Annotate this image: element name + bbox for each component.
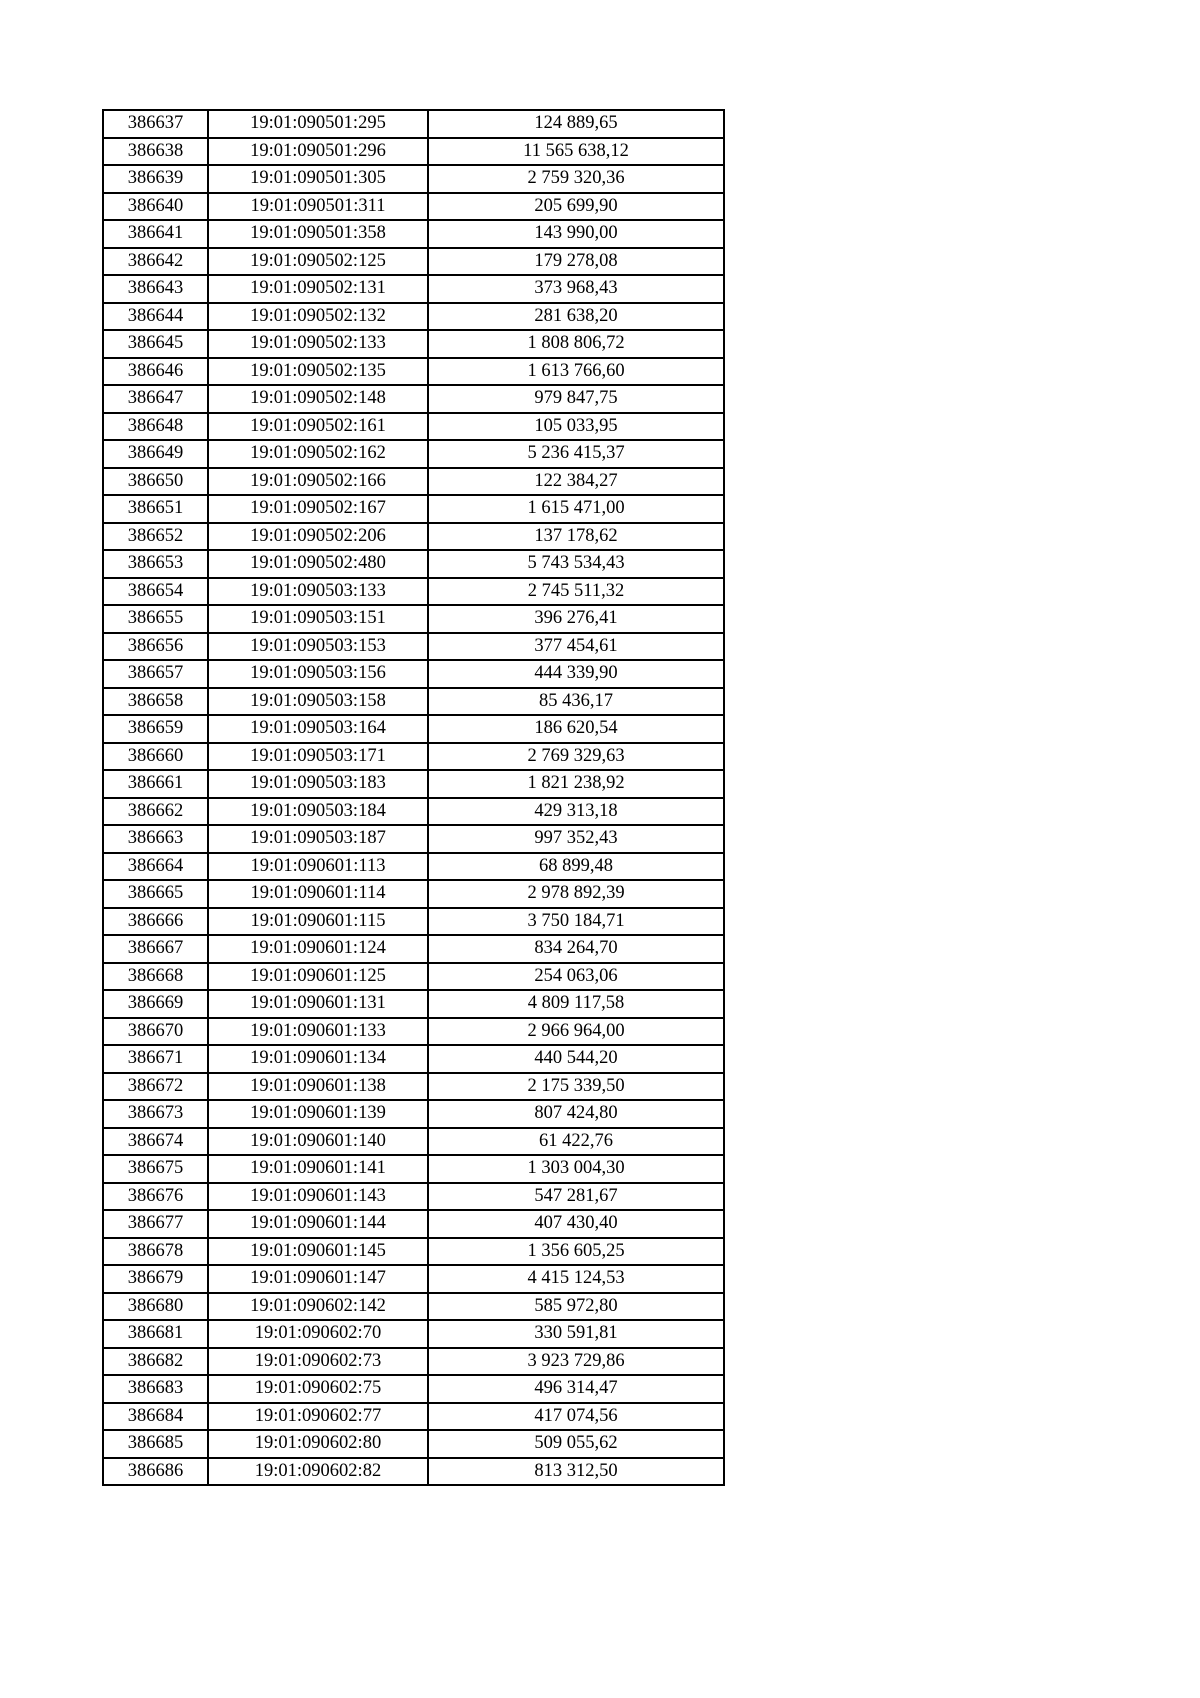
cadastral-value-cell: 997 352,43 <box>428 825 724 853</box>
record-number-cell: 386676 <box>103 1183 208 1211</box>
record-number-cell: 386686 <box>103 1458 208 1486</box>
record-number-cell: 386684 <box>103 1403 208 1431</box>
table-row <box>103 1348 724 1376</box>
cadastral-value-cell: 11 565 638,12 <box>428 138 724 166</box>
record-number-cell: 386644 <box>103 303 208 331</box>
cadastral-value-cell: 2 759 320,36 <box>428 165 724 193</box>
record-number-cell: 386681 <box>103 1320 208 1348</box>
cadastral-number-cell: 19:01:090502:125 <box>208 248 428 276</box>
table-row <box>103 1100 724 1128</box>
cadastral-value-cell: 122 384,27 <box>428 468 724 496</box>
cadastral-value-cell: 137 178,62 <box>428 523 724 551</box>
table-row <box>103 605 724 633</box>
record-number-cell: 386655 <box>103 605 208 633</box>
table-row <box>103 1073 724 1101</box>
cadastral-value-cell: 4 415 124,53 <box>428 1265 724 1293</box>
cadastral-value-table <box>102 109 725 1486</box>
cadastral-value-cell: 496 314,47 <box>428 1375 724 1403</box>
table-row <box>103 660 724 688</box>
cadastral-value-cell: 1 613 766,60 <box>428 358 724 386</box>
cadastral-value-cell: 444 339,90 <box>428 660 724 688</box>
cadastral-number-cell: 19:01:090503:183 <box>208 770 428 798</box>
table-row <box>103 990 724 1018</box>
cadastral-value-cell: 143 990,00 <box>428 220 724 248</box>
table-row <box>103 1045 724 1073</box>
table-row <box>103 1293 724 1321</box>
cadastral-number-cell: 19:01:090601:134 <box>208 1045 428 1073</box>
cadastral-value-cell: 105 033,95 <box>428 413 724 441</box>
cadastral-value-cell: 440 544,20 <box>428 1045 724 1073</box>
cadastral-value-cell: 1 808 806,72 <box>428 330 724 358</box>
cadastral-value-cell: 547 281,67 <box>428 1183 724 1211</box>
table-row <box>103 550 724 578</box>
cadastral-value-cell: 205 699,90 <box>428 193 724 221</box>
table-row <box>103 385 724 413</box>
record-number-cell: 386639 <box>103 165 208 193</box>
record-number-cell: 386653 <box>103 550 208 578</box>
table-row <box>103 798 724 826</box>
record-number-cell: 386643 <box>103 275 208 303</box>
cadastral-number-cell: 19:01:090602:75 <box>208 1375 428 1403</box>
cadastral-value-cell: 2 745 511,32 <box>428 578 724 606</box>
cadastral-value-cell: 2 769 329,63 <box>428 743 724 771</box>
cadastral-number-cell: 19:01:090502:132 <box>208 303 428 331</box>
record-number-cell: 386647 <box>103 385 208 413</box>
cadastral-value-cell: 281 638,20 <box>428 303 724 331</box>
table-row <box>103 468 724 496</box>
cadastral-number-cell: 19:01:090601:115 <box>208 908 428 936</box>
record-number-cell: 386646 <box>103 358 208 386</box>
cadastral-value-cell: 1 303 004,30 <box>428 1155 724 1183</box>
record-number-cell: 386657 <box>103 660 208 688</box>
cadastral-value-cell: 979 847,75 <box>428 385 724 413</box>
cadastral-number-cell: 19:01:090502:162 <box>208 440 428 468</box>
table-row <box>103 935 724 963</box>
record-number-cell: 386640 <box>103 193 208 221</box>
record-number-cell: 386665 <box>103 880 208 908</box>
record-number-cell: 386669 <box>103 990 208 1018</box>
record-number-cell: 386663 <box>103 825 208 853</box>
cadastral-number-cell: 19:01:090601:141 <box>208 1155 428 1183</box>
table-row <box>103 963 724 991</box>
cadastral-value-cell: 509 055,62 <box>428 1430 724 1458</box>
table-row <box>103 578 724 606</box>
cadastral-value-cell: 61 422,76 <box>428 1128 724 1156</box>
cadastral-number-cell: 19:01:090601:125 <box>208 963 428 991</box>
record-number-cell: 386667 <box>103 935 208 963</box>
table-row <box>103 275 724 303</box>
cadastral-value-cell: 1 821 238,92 <box>428 770 724 798</box>
record-number-cell: 386662 <box>103 798 208 826</box>
record-number-cell: 386649 <box>103 440 208 468</box>
table-row <box>103 330 724 358</box>
cadastral-value-cell: 68 899,48 <box>428 853 724 881</box>
table-row <box>103 770 724 798</box>
record-number-cell: 386683 <box>103 1375 208 1403</box>
cadastral-value-cell: 254 063,06 <box>428 963 724 991</box>
cadastral-number-cell: 19:01:090601:133 <box>208 1018 428 1046</box>
cadastral-value-cell: 396 276,41 <box>428 605 724 633</box>
cadastral-number-cell: 19:01:090601:138 <box>208 1073 428 1101</box>
table-row <box>103 110 724 138</box>
cadastral-number-cell: 19:01:090501:305 <box>208 165 428 193</box>
record-number-cell: 386677 <box>103 1210 208 1238</box>
cadastral-value-cell: 5 743 534,43 <box>428 550 724 578</box>
record-number-cell: 386673 <box>103 1100 208 1128</box>
record-number-cell: 386660 <box>103 743 208 771</box>
cadastral-number-cell: 19:01:090502:148 <box>208 385 428 413</box>
cadastral-number-cell: 19:01:090601:143 <box>208 1183 428 1211</box>
cadastral-number-cell: 19:01:090502:166 <box>208 468 428 496</box>
table-row <box>103 853 724 881</box>
cadastral-number-cell: 19:01:090503:171 <box>208 743 428 771</box>
table-row <box>103 825 724 853</box>
record-number-cell: 386670 <box>103 1018 208 1046</box>
cadastral-value-cell: 429 313,18 <box>428 798 724 826</box>
cadastral-number-cell: 19:01:090503:187 <box>208 825 428 853</box>
table-row <box>103 413 724 441</box>
record-number-cell: 386658 <box>103 688 208 716</box>
cadastral-value-cell: 377 454,61 <box>428 633 724 661</box>
cadastral-number-cell: 19:01:090501:296 <box>208 138 428 166</box>
cadastral-value-cell: 1 615 471,00 <box>428 495 724 523</box>
cadastral-number-cell: 19:01:090502:161 <box>208 413 428 441</box>
cadastral-number-cell: 19:01:090602:70 <box>208 1320 428 1348</box>
cadastral-number-cell: 19:01:090601:140 <box>208 1128 428 1156</box>
cadastral-value-cell: 186 620,54 <box>428 715 724 743</box>
record-number-cell: 386674 <box>103 1128 208 1156</box>
table-row <box>103 165 724 193</box>
cadastral-number-cell: 19:01:090501:295 <box>208 110 428 138</box>
cadastral-number-cell: 19:01:090601:113 <box>208 853 428 881</box>
cadastral-number-cell: 19:01:090601:144 <box>208 1210 428 1238</box>
cadastral-number-cell: 19:01:090602:73 <box>208 1348 428 1376</box>
record-number-cell: 386651 <box>103 495 208 523</box>
record-number-cell: 386685 <box>103 1430 208 1458</box>
cadastral-number-cell: 19:01:090601:147 <box>208 1265 428 1293</box>
record-number-cell: 386678 <box>103 1238 208 1266</box>
record-number-cell: 386652 <box>103 523 208 551</box>
cadastral-number-cell: 19:01:090503:133 <box>208 578 428 606</box>
cadastral-value-cell: 417 074,56 <box>428 1403 724 1431</box>
cadastral-number-cell: 19:01:090502:133 <box>208 330 428 358</box>
table-row <box>103 743 724 771</box>
cadastral-number-cell: 19:01:090503:158 <box>208 688 428 716</box>
table-row <box>103 908 724 936</box>
cadastral-number-cell: 19:01:090501:311 <box>208 193 428 221</box>
cadastral-number-cell: 19:01:090501:358 <box>208 220 428 248</box>
cadastral-value-cell: 813 312,50 <box>428 1458 724 1486</box>
table-row <box>103 440 724 468</box>
table-row <box>103 220 724 248</box>
table-row <box>103 248 724 276</box>
cadastral-number-cell: 19:01:090502:135 <box>208 358 428 386</box>
cadastral-number-cell: 19:01:090503:156 <box>208 660 428 688</box>
record-number-cell: 386637 <box>103 110 208 138</box>
table-body <box>103 110 724 1485</box>
table-row <box>103 880 724 908</box>
cadastral-value-cell: 1 356 605,25 <box>428 1238 724 1266</box>
record-number-cell: 386659 <box>103 715 208 743</box>
cadastral-value-cell: 124 889,65 <box>428 110 724 138</box>
table-row <box>103 138 724 166</box>
record-number-cell: 386642 <box>103 248 208 276</box>
record-number-cell: 386672 <box>103 1073 208 1101</box>
record-number-cell: 386671 <box>103 1045 208 1073</box>
cadastral-value-cell: 85 436,17 <box>428 688 724 716</box>
table-row <box>103 1155 724 1183</box>
table-row <box>103 1403 724 1431</box>
record-number-cell: 386664 <box>103 853 208 881</box>
cadastral-value-cell: 179 278,08 <box>428 248 724 276</box>
cadastral-number-cell: 19:01:090502:131 <box>208 275 428 303</box>
table-row <box>103 523 724 551</box>
table-row <box>103 1375 724 1403</box>
cadastral-number-cell: 19:01:090602:80 <box>208 1430 428 1458</box>
cadastral-value-cell: 407 430,40 <box>428 1210 724 1238</box>
record-number-cell: 386661 <box>103 770 208 798</box>
cadastral-number-cell: 19:01:090503:151 <box>208 605 428 633</box>
cadastral-value-cell: 330 591,81 <box>428 1320 724 1348</box>
record-number-cell: 386650 <box>103 468 208 496</box>
table-row <box>103 495 724 523</box>
cadastral-value-cell: 807 424,80 <box>428 1100 724 1128</box>
table-row <box>103 633 724 661</box>
cadastral-number-cell: 19:01:090502:167 <box>208 495 428 523</box>
cadastral-value-cell: 5 236 415,37 <box>428 440 724 468</box>
cadastral-number-cell: 19:01:090601:145 <box>208 1238 428 1266</box>
cadastral-value-cell: 4 809 117,58 <box>428 990 724 1018</box>
record-number-cell: 386641 <box>103 220 208 248</box>
record-number-cell: 386668 <box>103 963 208 991</box>
table-row <box>103 715 724 743</box>
cadastral-number-cell: 19:01:090502:206 <box>208 523 428 551</box>
cadastral-value-cell: 3 750 184,71 <box>428 908 724 936</box>
table-row <box>103 1238 724 1266</box>
record-number-cell: 386648 <box>103 413 208 441</box>
cadastral-number-cell: 19:01:090601:114 <box>208 880 428 908</box>
cadastral-number-cell: 19:01:090601:124 <box>208 935 428 963</box>
record-number-cell: 386682 <box>103 1348 208 1376</box>
record-number-cell: 386680 <box>103 1293 208 1321</box>
record-number-cell: 386656 <box>103 633 208 661</box>
table-row <box>103 1458 724 1486</box>
cadastral-number-cell: 19:01:090503:153 <box>208 633 428 661</box>
cadastral-number-cell: 19:01:090503:184 <box>208 798 428 826</box>
record-number-cell: 386666 <box>103 908 208 936</box>
table-row <box>103 1430 724 1458</box>
table-row <box>103 358 724 386</box>
cadastral-number-cell: 19:01:090602:77 <box>208 1403 428 1431</box>
table-row <box>103 1183 724 1211</box>
cadastral-number-cell: 19:01:090602:82 <box>208 1458 428 1486</box>
table-row <box>103 1128 724 1156</box>
record-number-cell: 386675 <box>103 1155 208 1183</box>
cadastral-value-cell: 2 175 339,50 <box>428 1073 724 1101</box>
table-row <box>103 1210 724 1238</box>
table-row <box>103 1265 724 1293</box>
record-number-cell: 386645 <box>103 330 208 358</box>
table-row <box>103 193 724 221</box>
table-row <box>103 1018 724 1046</box>
cadastral-number-cell: 19:01:090601:139 <box>208 1100 428 1128</box>
table-row <box>103 303 724 331</box>
record-number-cell: 386654 <box>103 578 208 606</box>
cadastral-number-cell: 19:01:090602:142 <box>208 1293 428 1321</box>
cadastral-value-cell: 373 968,43 <box>428 275 724 303</box>
cadastral-value-cell: 3 923 729,86 <box>428 1348 724 1376</box>
cadastral-value-cell: 585 972,80 <box>428 1293 724 1321</box>
table-row <box>103 688 724 716</box>
record-number-cell: 386679 <box>103 1265 208 1293</box>
cadastral-value-cell: 2 978 892,39 <box>428 880 724 908</box>
record-number-cell: 386638 <box>103 138 208 166</box>
cadastral-number-cell: 19:01:090601:131 <box>208 990 428 1018</box>
cadastral-number-cell: 19:01:090502:480 <box>208 550 428 578</box>
cadastral-number-cell: 19:01:090503:164 <box>208 715 428 743</box>
cadastral-value-cell: 834 264,70 <box>428 935 724 963</box>
cadastral-value-cell: 2 966 964,00 <box>428 1018 724 1046</box>
table-row <box>103 1320 724 1348</box>
